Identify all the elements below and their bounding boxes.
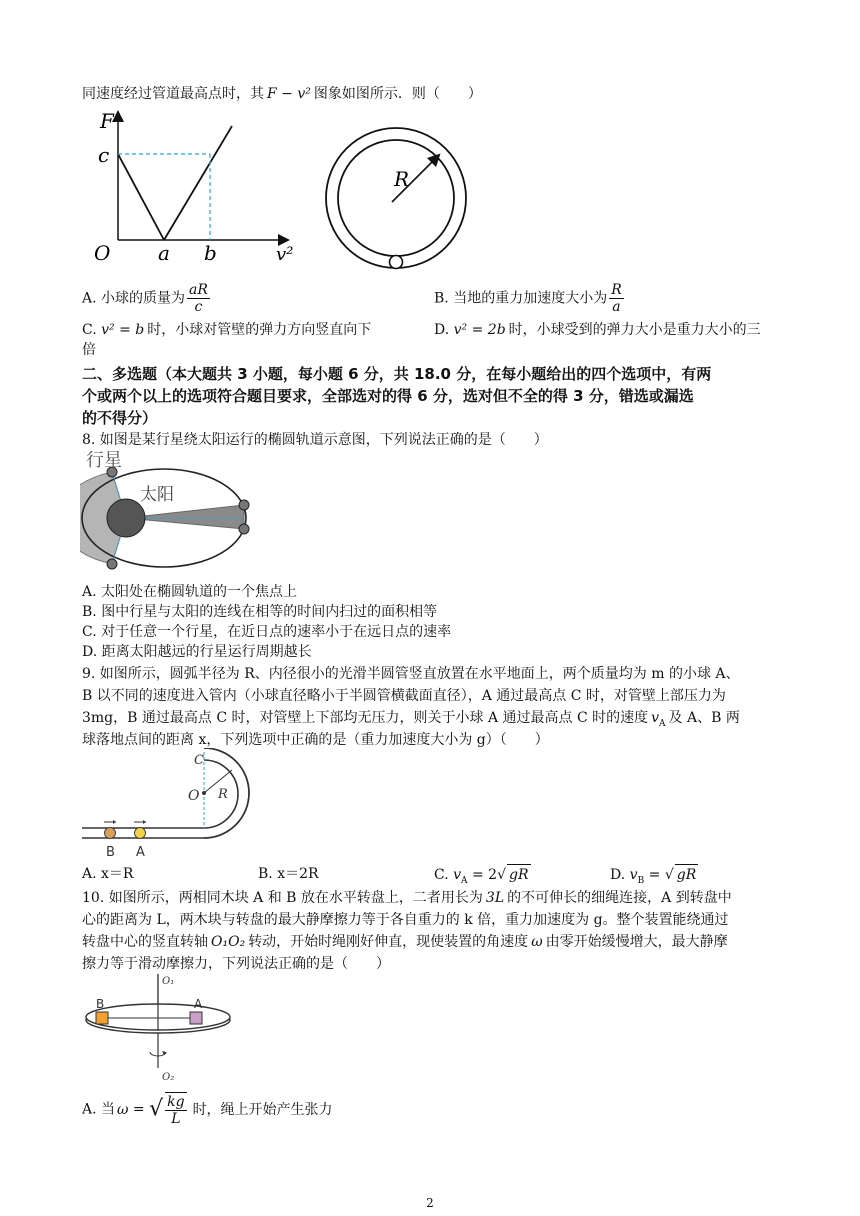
q9-stem-line2: B 以不同的速度进入管内（小球直径略小于半圆管横截面直径），A 通过最高点 C 时，对管壁上部压力为 [82,688,726,704]
label-O1: O₁ [162,976,175,987]
radius-label: R [394,167,410,191]
q9-option-a: A. x＝R [82,866,134,882]
section2-heading-line3: 的不得分） [82,409,158,427]
label-A: A [194,997,203,1011]
page-number: 2 [426,1196,434,1210]
sun-label: 太阳 [140,485,174,505]
planet [239,524,249,534]
q10-stem-line1: 10. 如图所示，两相同木块 A 和 B 放在水平转盘上，二者用长为 3L 的不可伸长的细绳连接，A 到转盘中 [82,890,732,906]
q8-option-d: D. 距离太阳越远的行星运行周期越长 [82,644,312,660]
q7-f-v2-graph [86,108,306,268]
q7-option-c: C. v² = b 时，小球对管壁的弹力方向竖直向下 [82,322,372,338]
q9-stem-line1: 9. 如图所示，圆弧半径为 R、内径很小的光滑半圆管竖直放置在水平地面上，两个质量均为 m 的小球 A、 [82,666,740,682]
block-B [96,1012,108,1024]
q9-option-d: D. $v_B$ = √ gR [610,864,698,891]
graph-label-v2: v² [276,244,294,265]
graph-label-c: c [98,143,110,167]
q8-elliptical-orbit-diagram [80,448,260,578]
graph-label-a: a [158,241,170,265]
q7-stem: 同速度经过管道最高点时，其 F − v² 图象如图所示．则（ ） [82,86,482,102]
planet-label: 行星 [86,450,122,471]
ball [390,256,403,269]
q10-stem-line3: 转盘中心的竖直转轴 O₁O₂ 转动，开始时绳刚好伸直，现使装置的角速度 ω 由零开始缓慢增大，最大静摩 [82,934,728,950]
ball-A [135,828,146,839]
planet [239,500,249,510]
q8-option-c: C. 对于任意一个行星，在近日点的速率小于在远日点的速率 [82,624,452,640]
q7-circular-tube-diagram [322,126,472,276]
label-B: B [106,845,115,860]
label-C: C [194,753,204,768]
q10-option-a: A. 当 ω = √ $\frac{kg}{L}$ 时，绳上开始产生张力 [82,1094,333,1127]
q10-turntable-diagram [82,970,242,1085]
graph-label-origin: O [94,241,111,265]
graph-label-F: F [100,109,114,133]
q7-option-d-continued: 倍 [82,342,96,358]
q7-option-b: B. 当地的重力加速度大小为 $\frac{R}{a}$ [434,282,622,315]
planet [107,559,117,569]
q9-stem-line4: 球落地点间的距离 x，下列选项中正确的是（重力加速度大小为 g）（ ） [82,732,549,748]
label-R: R [218,787,228,802]
q7-option-a: A. 小球的质量为 $\frac{aR}{c}$ [82,282,208,315]
label-O: O [188,788,200,804]
q8-stem: 8. 如图是某行星绕太阳运行的椭圆轨道示意图，下列说法正确的是（ ） [82,432,548,448]
label-A: A [136,845,145,860]
section2-heading-line2: 个或两个以上的选项符合题目要求，全部选对的得 6 分，选对但不全的得 3 分，错选或漏选 [82,387,694,405]
q8-option-a: A. 太阳处在椭圆轨道的一个焦点上 [82,584,298,600]
q9-option-b: B. x＝2R [258,866,319,882]
q9-option-c: C. $v_A = 2√$ gR [434,864,531,891]
block-A [190,1012,202,1024]
q10-stem-line2: 心的距离为 L，两木块与转盘的最大静摩擦力等于各自重力的 k 倍，重力加速度为 g。整个装置能绕通过 [82,912,729,928]
q7-option-d: D. v² = 2b 时，小球受到的弹力大小是重力大小的三 [434,322,761,338]
ball-B [105,828,116,839]
q10-stem-line4: 擦力等于滑动摩擦力，下列说法正确的是（ ） [82,956,390,972]
q8-option-b: B. 图中行星与太阳的连线在相等的时间内扫过的面积相等 [82,604,438,620]
section2-heading-line1: 二、多选题（本大题共 3 小题，每小题 6 分，共 18.0 分，在每小题给出的四个选项中，有两 [82,365,712,383]
q9-semicircular-tube-diagram [82,748,262,860]
label-B: B [96,997,105,1011]
graph-label-b: b [204,241,217,265]
label-O2: O₂ [162,1072,175,1083]
q9-stem-line3: 3mg，B 通过最高点 C 时，对管壁上下部均无压力，则关于小球 A 通过最高点 C 时的速度 $v_A$ 及 A、B 两 [82,710,740,729]
